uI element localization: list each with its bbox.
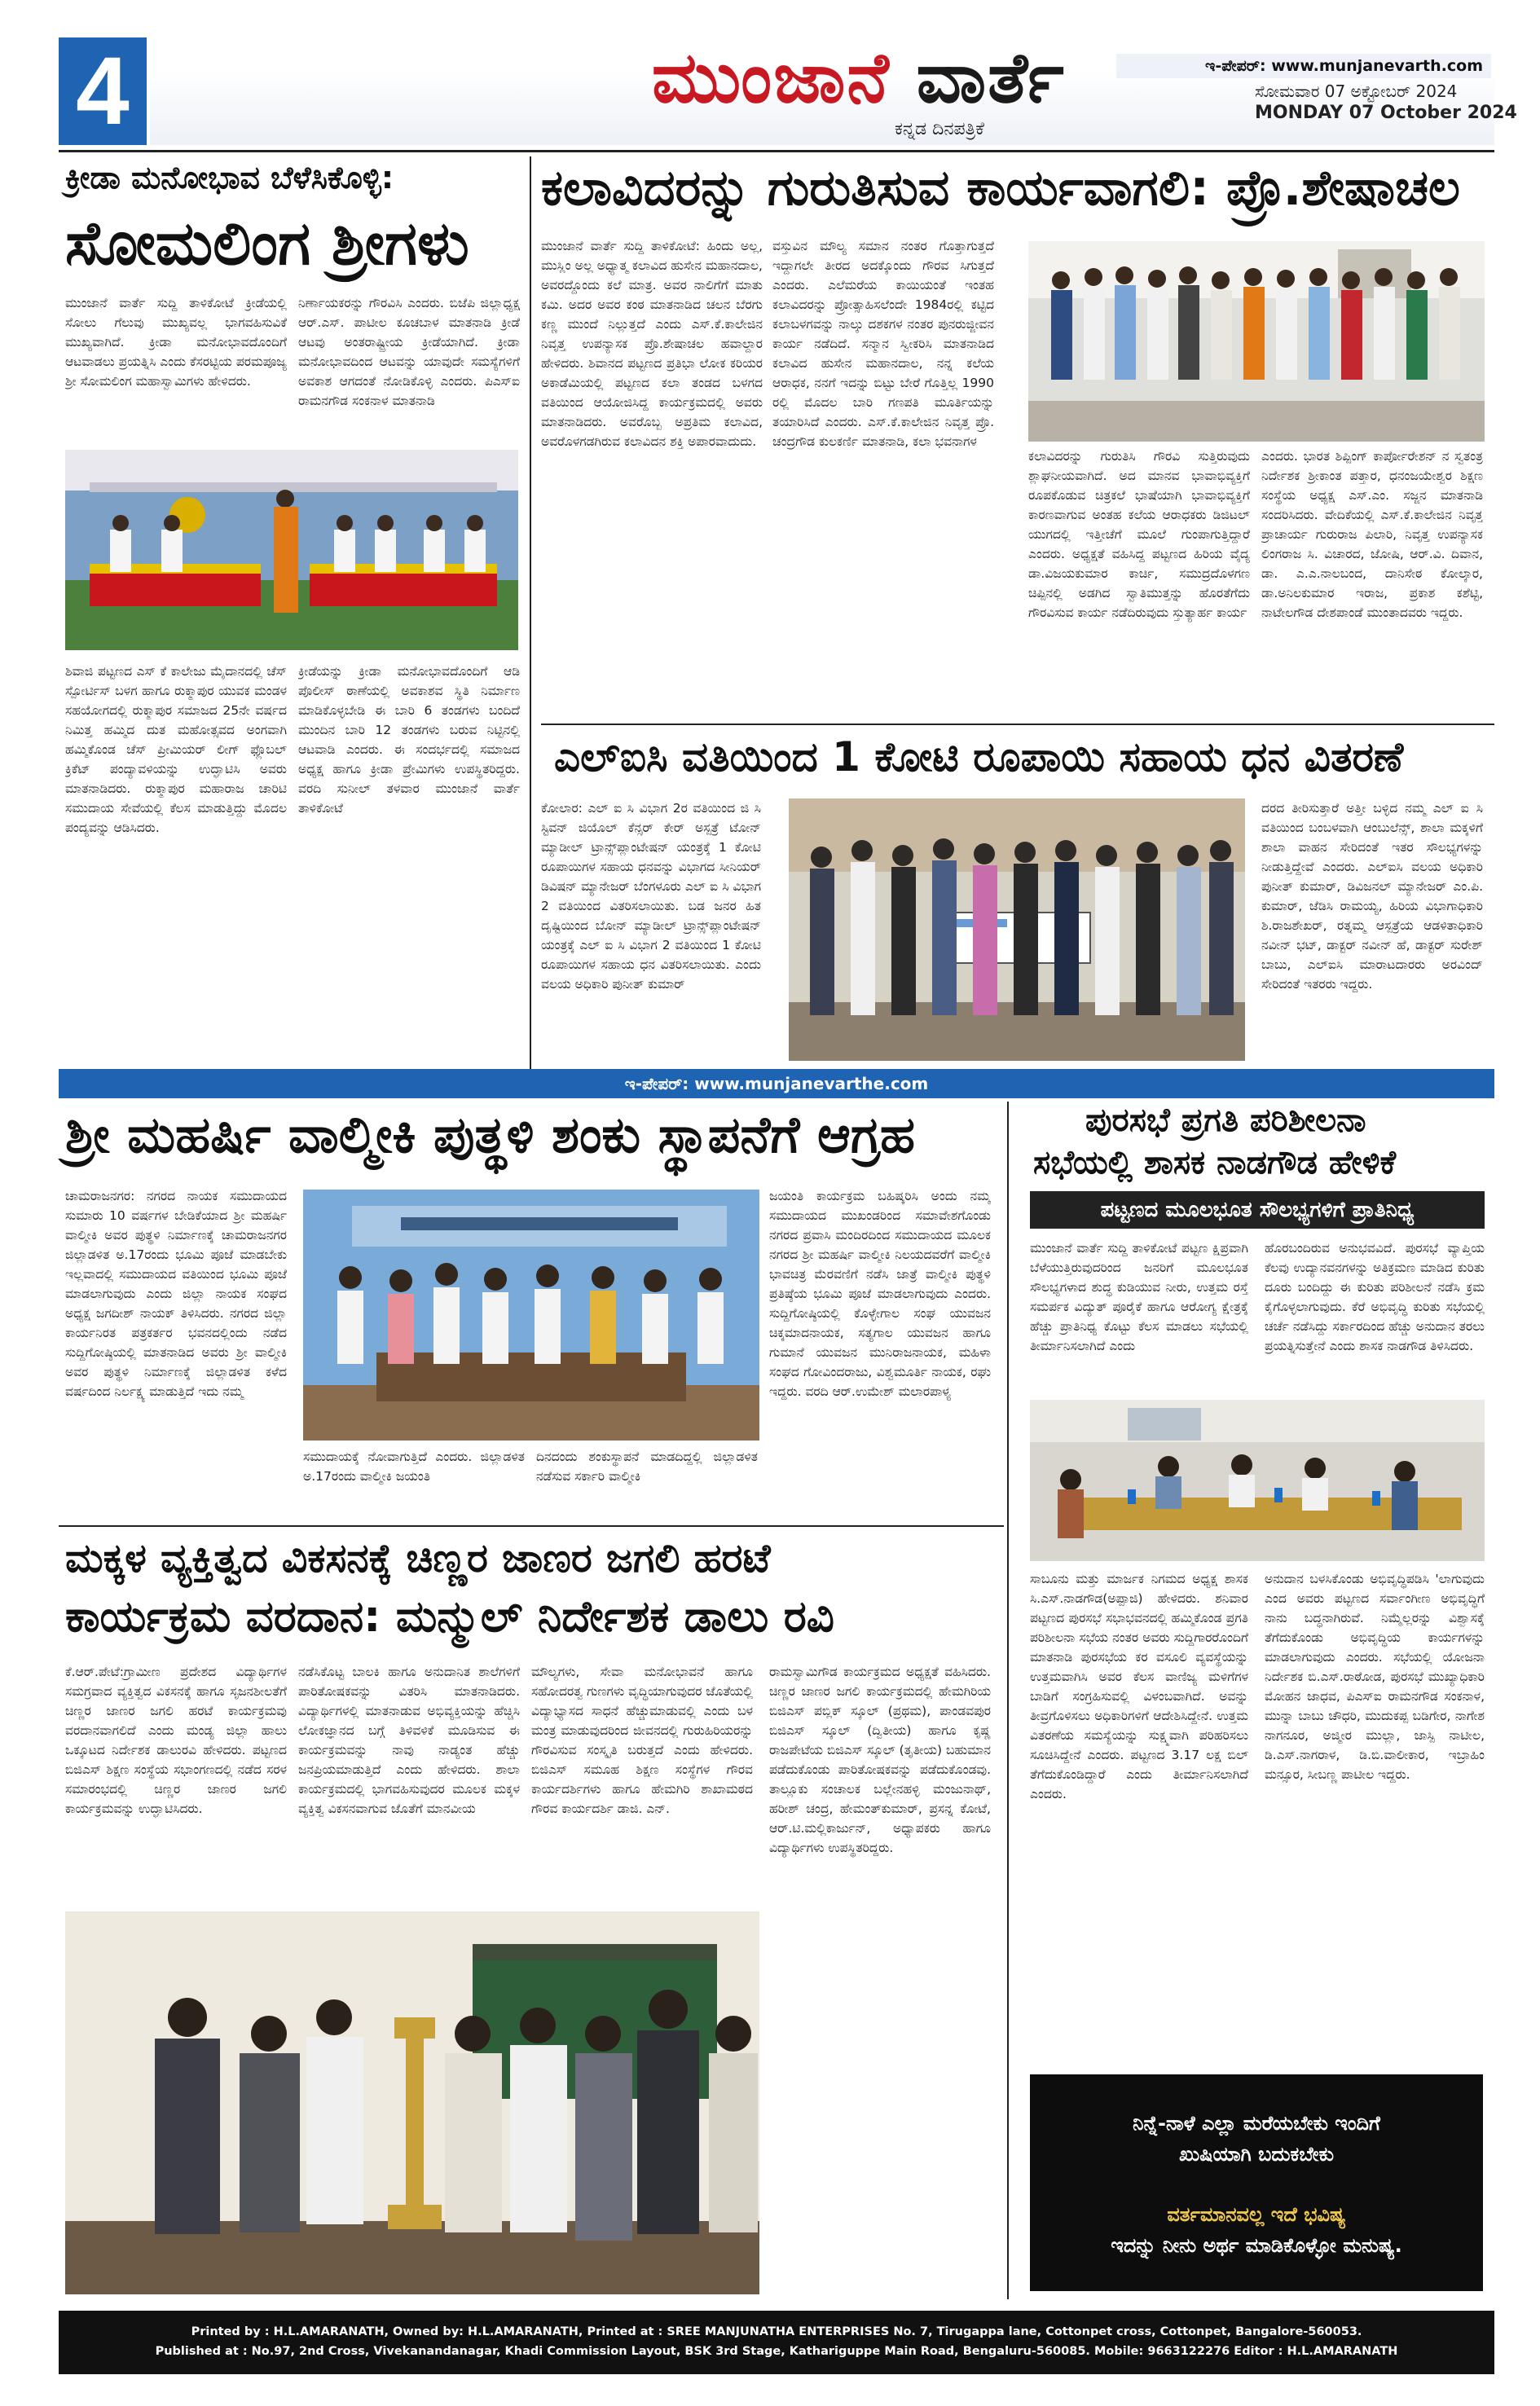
column-divider — [530, 156, 531, 1069]
article5-photo — [1030, 1400, 1485, 1561]
article6-col1: ಕೆ.ಆರ್.ಪೇಟೆ:ಗ್ರಾಮೀಣ ಪ್ರದೇಶದ ವಿದ್ಯಾರ್ಥಿಗಳ ಸಮಗ್ರವಾದ ವ್ಯಕ್ತಿತ್ವದ ವಿಕಸನಕ್ಕೆ ಹಾಗೂ ಸೃಜನಶೀಲತೆಗೆ ಚಿಣ್ಣರ ಜಾಣರ ಜಗಲಿ ಹರಟೆ ಕಾರ್ಯಕ್ರಮವು ವರದಾನವಾಗಲಿದೆ ಎಂದು ಮಂಡ್ಯ ಜಿಲ್ಲಾ ಹಾಲು ಒಕ್ಕೂಟದ ನಿರ್ದೇಶಕ ಡಾಲುರವಿ ಹೇಳಿದರು. ಪಟ್ಟಣದ ಬಿಜಿಎಸ್ ಶಿಕ್ಷಣ ಸಂಸ್ಥೆಯ ಸಭಾಂಗಣದಲ್ಲಿ ನಡೆದ ಸರಳ ಸಮಾರಂಭದಲ್ಲಿ ಚಿಣ್ಣರ ಜಾಣರ ಜಗಲಿ ಕಾರ್ಯಕ್ರಮವನ್ನು ಉದ್ಘಾಟಿಸಿದರು. — [65, 1665, 287, 1816]
article6-col2: ನಡೆಸಿಕೊಟ್ಟ ಬಾಲಕಿ ಹಾಗೂ ಅನುದಾನಿತ ಶಾಲೆಗಳಿಗೆ ಪಾರಿತೋಷಕವನ್ನು ವಿತರಿಸಿ ಮಾತನಾಡಿದರು. ವಿದ್ಯಾರ್ಥಿಗಳಲ್ಲಿ ಮಾತನಾಡುವ ಅಭಿವ್ಯಕ್ತಿಯನ್ನು ಹೆಚ್ಚಿಸಿ ಲೋಕಜ್ಞಾನದ ಬಗ್ಗೆ ತಿಳಿವಳಿಕೆ ಮೂಡಿಸುವ ಈ ಕಾರ್ಯಕ್ರಮವನ್ನು ನಾವು ನಾಡ್ಯಂತ ಹೆಚ್ಚು ಜನಪ್ರಿಯಮಾಡುತ್ತಿದೆ ಎಂದು ಹೇಳಿದರು. ಶಾಲಾ ಕಾರ್ಯಕ್ರಮದಲ್ಲಿ ಭಾಗವಹಿಸುವುದರ ಮೂಲಕ ಮಕ್ಕಳ ವ್ಯಕ್ತಿತ್ವ ವಿಕಸನವಾಗುವ ಜೊತೆಗೆ ಮಾನವೀಯ — [298, 1665, 520, 1816]
article5-col3: ಸಾಬೂನು ಮತ್ತು ಮಾರ್ಜಕ ನಿಗಮದ ಅಧ್ಯಕ್ಷ ಶಾಸಕ ಸಿ.ಎಸ್.ನಾಡಗೌಡ(ಅಪ್ಪಾಜಿ) ಹೇಳಿದರು. ಶನಿವಾರ ಪಟ್ಟಣದ ಪುರಸಭೆ ಸಭಾಭವನದಲ್ಲಿ ಹಮ್ಮಿಕೊಂಡ ಪ್ರಗತಿ ಪರಿಶೀಲನಾ ಸಭೆಯ ನಂತರ ಅವರು ಸುದ್ದಿಗಾರರೊಂದಿಗೆ ಮಾತನಾಡಿ ಪುರಸಭೆಯ ಕರ ವಸೂಲಿ ವ್ಯವಸ್ಥೆಯನ್ನು ಉತ್ತಮವಾಗಿಸಿ ಅವರ ಕೆಲಸ ವಾಣಿಜ್ಯ ಮಳಿಗೆಗಳ ಬಾಡಿಗೆ ಸಂಗ್ರಹಿಸುವಲ್ಲಿ ವಿಳಂಬವಾಗಿದೆ. ಅವನ್ನು ತೀವ್ರಗೊಳಿಸಲು ಅಧಿಕಾರಿಗಳಿಗೆ ಆದೇಶಿಸಿದ್ದೇನೆ. ಉತ್ತಮ ವಿತರಣೆಯ ಸಮಸ್ಯೆಯನ್ನು ಸುಕ್ಷ್ಮವಾಗಿ ಪರಿಹರಿಸಲು ಸೂಚಿಸಿದ್ದೇನೆ ಎಂದರು. ಪಟ್ಟಣದ 3.17 ಲಕ್ಷ ಬಿಲ್ ತೆಗೆದುಕೊಂಡಿದ್ದಾರೆ ಎಂದು ತೀರ್ಮಾನಿಸಲಾಗಿದೆ ಎಂದರು. — [1030, 1572, 1248, 1801]
newspaper-title — [652, 37, 1066, 121]
article1-headline: ಸೋಮಲಿಂಗ ಶ್ರೀಗಳು — [65, 209, 469, 279]
article2-col3: ಕಲಾವಿದರನ್ನು ಗುರುತಿಸಿ ಗೌರವಿ ಸುತ್ತಿರುವುದು ಶ್ಲಾಘನೀಯವಾಗಿದೆ. ಅದ ಮಾನವ ಭಾವಾಭಿವ್ಯಕ್ತಿಗೆ ರೂಪಕೊಡುವ ಚಿತ್ರಕಲೆ ಭಾಷೆಯಾಗಿ ಭಾವಾಭಿವ್ಯಕ್ತಿಗೆ ಕಾರಣವಾಗುವ ಅಂತಹ ಕಲೆಯ ಆರಾಧಕರು ಡಿಜಿಟಲ್ ಯುಗದಲ್ಲಿ ಇತ್ತೀಚೆಗೆ ಮೂಲೆ ಗುಂಪಾಗುತ್ತಿದ್ದಾರೆ ಎಂದರು. ಅಧ್ಯಕ್ಷತೆ ವಹಿಸಿದ್ದ ಪಟ್ಟಣದ ಹಿರಿಯ ವೈದ್ಯ ಡಾ.ವಿಜಯಕುಮಾರ ಕಾರ್ಚಿ, ಸಮುದ್ರದೊಳಗಣ ಚಿಪ್ಪಿನಲ್ಲಿ ಅಡಗಿದ ಸ್ವಾತಿಮುತ್ತನ್ನು ಹೊರತೆಗೆದು ಗೌರವಿಸುವ ಕಾರ್ಯ ನಡೆದಿರುವುದು ಸ್ತುತ್ಯಾರ್ಹ ಕಾರ್ಯ — [1028, 449, 1250, 620]
ad-line3: ವರ್ತಮಾನವಲ್ಲ ಇದೆ ಭವಿಷ್ಯ — [1167, 2203, 1346, 2226]
column-divider-lower — [1007, 1102, 1009, 2299]
article2-col2: ವಸ್ತುವಿನ ಮೌಲ್ಯ ಸಮಾನ ನಂತರ ಗೊತ್ತಾಗುತ್ತದೆ ಇದ್ದಾಗಲೇ ತೀರದ ಅದಕ್ಕೊಂದು ಗೌರವ ಸಿಗುತ್ತದೆ ಎಂದರು. ಎಲೆಮರೆಯ ಕಾಯಿಯಂತೆ ಇಂತಹ ಕಲಾವಿದರನ್ನು ಪ್ರೋತ್ಸಾಹಿಸಲೆಂದೇ 1984ರಲ್ಲಿ ಕಟ್ಟಿದ ಕಲಾಬಳಗವನ್ನು ನಾಲ್ಕು ದಶಕಗಳ ನಂತರ ಪುನರುಜ್ಜೀವನ ಕಾರ್ಯ ನಡೆದಿದೆ. ಸನ್ಮಾನ ಸ್ವೀಕರಿಸಿ ಮಾತನಾಡಿದ ಕಲಾವಿದ ಹುಸೇನ ಮಹಾನದಾಲ, ನನ್ನ ಕಲೆಯ ಆರಾಧಕ, ನನಗೆ ಇದನ್ನು ಬಿಟ್ಟು ಬೇರೆ ಗೊತ್ತಿಲ್ಲ 1990 ರಲ್ಲಿ ಮೊದಲ ಬಾರಿ ಗಣಪತಿ ಮೂರ್ತಿಯನ್ನು ತಯಾರಿಸಿದೆ ಎಂದರು. ಎಸ್.ಕೆ.ಕಾಲೇಜಿನ ನಿವೃತ್ತ ಪ್ರೊ. ಚಂದ್ರಗೌಡ ಕುಲಕರ್ಣಿ ಮಾತನಾಡಿ, ಕಲಾ ಭವನಾಗಳ — [772, 239, 994, 449]
meeting-illustration — [1030, 1400, 1485, 1561]
cheque-handover-illustration — [789, 798, 1245, 1061]
article5-headline-line2: ಸಭೆಯಲ್ಲಿ ಶಾಸಕ ನಾಡಗೌಡ ಹೇಳಿಕೆ — [1033, 1144, 1397, 1181]
article3-col1: ಕೋಲಾರ: ಎಲ್ ಐ ಸಿ ವಿಭಾಗ 2ರ ವತಿಯಿಂದ ಜಿ ಸಿ ಸ್ಟಿವನ್ ಜಿಯೊಲ್ ಕೆನ್ಸರ್ ಕೇರ್ ಅಸ್ಪತ್ರೆ ಟೋನ್ ಮ್ಯಾಡೀಲ್ ಟ್ರಾನ್ಸ್‌ಪ್ಲಾಂಟೇಷನ್ ಯಂತ್ರಕ್ಕೆ 1 ಕೋಟಿ ರೂಪಾಯಿಗಳ ಸಹಾಯ ಧನವನ್ನು ವಿಭಾಗದ ಸೀನಿಯರ್ ಡಿವಿಷನ್ ಮ್ಯಾನೇಜರ್ ಬೆಂಗಳೂರು ಎಲ್ ಐ ಸಿ ವಿಭಾಗ 2 ವತಿಯಿಂದ ವಿತರಿಸಲಾಯಿತು. ಬಡ ಜನರ ಹಿತ ದೃಷ್ಟಿಯಿಂದ ಬೋನ್ ಮ್ಯಾಡೀಲ್ ಟ್ರಾನ್ಸ್‌ಪ್ಲಾಂಟೇಷನ್ ಯಂತ್ರಕ್ಕೆ ಎಲ್ ಐ ಸಿ ವಿಭಾಗ 2 ವತಿಯಿಂದ 1 ಕೋಟಿ ರೂಪಾಯಿಗಳ ಸಹಾಯ ಧನ ವಿತರಿಸಲಾಯಿತು. ಎಂದು ವಲಯ ಅಧಿಕಾರಿ ಪುನೀತ್ ಕುಮಾರ್ — [541, 801, 761, 992]
article6-col4: ರಾಮಸ್ವಾಮಿಗೌಡ ಕಾರ್ಯಕ್ರಮದ ಅಧ್ಯಕ್ಷತೆ ವಹಿಸಿದರು. ಚಿಣ್ಣರ ಜಾಣರ ಜಗಲಿ ಕಾರ್ಯಕ್ರಮದಲ್ಲಿ ಹೇಮಗಿರಿಯ ಬಿಜಿಎಸ್ ಪಬ್ಲಿಕ್ ಸ್ಕೂಲ್ (ಪ್ರಥಮ), ಪಾಂಡವಪುರ ಬಿಜಿಎಸ್ ಸ್ಕೂಲ್ (ದ್ವಿತೀಯ) ಹಾಗೂ ಕೃಷ್ಣ ರಾಜಪೇಟೆಯ ಬಿಜಿಎಸ್ ಸ್ಕೂಲ್ (ತೃತೀಯ) ಬಹುಮಾನ ಪಡೆದುಕೊಂಡು ಪಾರಿತೋಷಕವನ್ನು ಪಡೆದುಕೊಂಡವು. ತಾಲ್ಲೂಕು ಸಂಚಾಲಕ ಬಲ್ಲೇನಹಳ್ಳಿ ಮಂಜುನಾಥ್, ಹರೀಶ್ ಚಂದ್ರ, ಹೇಮಂತ್‌ಕುಮಾರ್, ಪ್ರಸನ್ನ ಕೋಟೆ, ಆರ್.ಟಿ.ಮಲ್ಲಿಕಾರ್ಜುನ್, ಅಧ್ಯಾಪಕರು ಹಾಗೂ ವಿದ್ಯಾರ್ಥಿಗಳು ಉಪಸ್ಥಿತರಿದ್ದರು. — [769, 1665, 991, 1855]
title-part2: ವಾರ್ತೆ — [916, 37, 1066, 119]
newspaper-subtitle: ಕನ್ನಡ ದಿನಪತ್ರಿಕೆ — [895, 119, 985, 139]
article3-photo — [789, 798, 1245, 1061]
press-meet-illustration — [303, 1190, 759, 1441]
article6-col3: ಮೌಲ್ಯಗಳು, ಸೇವಾ ಮನೋಭಾವನೆ ಹಾಗೂ ಸಹೋದರತ್ವ ಗುಣಗಳು ವೃದ್ಧಿಯಾಗುವುದರ ಜೊತೆಯಲ್ಲಿ ವಿದ್ಯಾಭ್ಯಾಸದ ಸಾಧನೆ ಹೆಚ್ಚುಮಾಡುವಲ್ಲಿ ಎಂದು ಬಳ ಮಂತ್ರ ಮಾಡುವುದರಿಂದ ಜೀವನದಲ್ಲಿ ಗುರುಹಿರಿಯರನ್ನು ಗೌರವಿಸುವ ಸಂಸ್ಕೃತಿ ಬರುತ್ತದೆ ಎಂದು ಹೇಳಿದರು. ಬಿಜಿಎಸ್ ಸಮೂಹ ಶಿಕ್ಷಣ ಸಂಸ್ಥೆಗಳ ಗೌರವ ಕಾರ್ಯದರ್ಶಿಗಳು ಹಾಗೂ ಹೇಮಗಿರಿ ಶಾಖಾಮಠದ ಗೌರವ ಕಾರ್ಯದರ್ಶಿ ಡಾಜಿ. ಎನ್. — [531, 1665, 753, 1816]
footer-line2: Published at : No.97, 2nd Cross, Vivekanandanagar, Khadi Commission Layout, BSK 3rd Stage, Kathariguppe Main Road, Bengaluru-560085. Mobile: 9663122276 Editor : H.L.AMARANATH — [155, 2345, 1398, 2358]
article4-photo — [303, 1190, 759, 1441]
article4-headline: ಶ್ರೀ ಮಹರ್ಷಿ ವಾಲ್ಮೀಕಿ ಪುತ್ಥಳಿ ಶಂಕು ಸ್ಥಾಪನೆಗೆ ಆಗ್ರಹ — [65, 1105, 916, 1164]
article2-photo — [1028, 241, 1485, 442]
article3-headline: ಎಲ್‌ಐಸಿ ವತಿಯಿಂದ 1 ಕೋಟಿ ರೂಪಾಯಿ ಸಹಾಯ ಧನ ವಿತರಣೆ — [554, 733, 1404, 781]
article4-caption-right: ದಿನದಂದು ಶಂಕುಸ್ಥಾಪನೆ ಮಾಡದಿದ್ದಲ್ಲಿ ಜಿಲ್ಲಾಡಳಿತ ನಡೆಸುವ ಸರ್ಕಾರಿ ವಾಲ್ಮೀಕಿ — [536, 1449, 758, 1484]
section-rule-2 — [59, 1525, 1004, 1527]
page-number: 4 — [59, 37, 147, 145]
article2-col1: ಮುಂಜಾನೆ ವಾರ್ತೆ ಸುದ್ದಿ ತಾಳಿಕೋಟೆ: ಹಿಂದು ಅಲ್ಲ, ಮುಸ್ಲಿಂ ಅಲ್ಲ ಅಧ್ಯಾತ್ಮ ಕಲಾವಿದ ಹುಸೇನ ಮಹಾನದಾಲ, ಅವರದ್ದೊಂದು ಕಲೆ ಮಾತ್ರ. ಅವರ ನಾಲಿಗೆಗೆ ಮಾತು ಕಮಿ. ಅದರ ಅವರ ಕಂಠ ಮಾತನಾಡಿದ ಚಲನ ಬೆರಗು ಕಣ್ಣ ಮುಂದೆ ನಿಲ್ಲುತ್ತದೆ ಎಂದು ಎಸ್.ಕೆ.ಕಾಲೇಜಿನ ನಿವೃತ್ತ ಉಪನ್ಯಾಸಕ ಪ್ರೊ.ಶೇಷಾಚಲ ಹವಾಲ್ದಾರ ಹೇಳಿದರು. ಶಿವಾನದ ಪಟ್ಟಣದ ಪ್ರತಿಭಾ ಲೋಕ ಕರಿಯರ ಅಕಾಡೆಮಿಯಲ್ಲಿ ಪಟ್ಟಣದ ಕಲಾ ತಂಡದ ಬಳಗದ ವತಿಯಿಂದ ಆಯೋಜಿಸಿದ್ದ ಕಾರ್ಯಕ್ರಮದಲ್ಲಿ ಅವರು ಮಾತನಾಡಿದರು. ಅವರೊಬ್ಬ ಅಪ್ರತಿಮ ಕಲಾವಿದ, ಅವರೊಳಗಡಗಿರುವ ಕಲಾವಿದನ ಶಕ್ತಿ ಅಪಾರವಾದುದು. — [541, 239, 763, 449]
ad-line4: ಇದನ್ನು ನೀನು ಅರ್ಥ ಮಾಡಿಕೊಳ್ಳೋ ಮನುಷ್ಯ. — [1111, 2234, 1402, 2257]
trophy-presentation-illustration — [65, 1911, 759, 2294]
article1-kicker: ಕ್ರೀಡಾ ಮನೋಭಾವ ಬೆಳೆಸಿಕೊಳ್ಳಿ: — [65, 160, 394, 196]
article6-headline-line2: ಕಾರ್ಯಕ್ರಮ ವರದಾನ: ಮನ್ಮುಲ್ ನಿರ್ದೇಶಕ ಡಾಲು ರವಿ — [65, 1592, 834, 1642]
article6-headline-line1: ಮಕ್ಕಳ ವ್ಯಕ್ತಿತ್ವದ ವಿಕಸನಕ್ಕೆ ಚಿಣ್ಣರ ಜಾಣರ ಜಗಲಿ ಹರಟೆ — [65, 1535, 771, 1581]
article1-photo — [65, 450, 518, 650]
article6-photo — [65, 1911, 759, 2294]
title-part1: ಮುಂಜಾನೆ — [652, 37, 891, 119]
article4-col1: ಚಾಮರಾಜನಗರ: ನಗರದ ನಾಯಕ ಸಮುದಾಯದ ಸುಮಾರು 10 ವರ್ಷಗಳ ಬೇಡಿಕೆಯಾದ ಶ್ರೀ ಮಹರ್ಷಿ ವಾಲ್ಮೀಕಿ ಅವರ ಪುತ್ಥಳಿ ನಿರ್ಮಾಣಕ್ಕೆ ಚಾಮರಾಜನಗರ ಜಿಲ್ಲಾಡಳಿತ ಅ.17ರಂದು ಭೂಮಿ ಪೂಜೆ ಮಾಡಬೇಕು ಇಲ್ಲವಾದಲ್ಲಿ ಸಮುದಾಯದ ವತಿಯಿಂದ ಭೂಮಿ ಪೂಜೆ ಮಾಡಲಾಗುವುದು ಎಂದು ಜಿಲ್ಲಾ ನಾಯಕ ಸಂಘದ ಅಧ್ಯಕ್ಷ ಜಗದೀಶ್ ನಾಯಕ್ ತಿಳಿಸಿದರು. ನಗರದ ಜಿಲ್ಲಾ ಕಾರ್ಯನಿರತ ಪತ್ರಕರ್ತರ ಭವನದಲ್ಲಿಂದು ನಡೆದ ಸುದ್ದಿಗೋಷ್ಠಿಯಲ್ಲಿ ಮಾತನಾಡಿದ ಅವರು ಶ್ರೀ ವಾಲ್ಮೀಕಿ ಅವರ ಪುತ್ಥಳಿ ನಿರ್ಮಾಣಕ್ಕೆ ಜಿಲ್ಲಾಡಳಿತ ಕಳೆದ ವರ್ಷದಿಂದ ನಿರ್ಲಕ್ಷ್ಯ ಮಾಡುತ್ತಿದೆ ಇದು ನಮ್ಮ — [65, 1189, 287, 1399]
article1-col4: ಕ್ರೀಡೆಯನ್ನು ಕ್ರೀಡಾ ಮನೋಭಾವದೊಂದಿಗೆ ಆಡಿ ಪೊಲೀಸ್ ಠಾಣೆಯಲ್ಲಿ ಅವಕಾಶವ ಸ್ಥಿತಿ ನಿರ್ಮಾಣ ಮಾಡಿಕೊಳ್ಳಬೇಡಿ ಈ ಬಾರಿ 6 ತಂಡಗಳು ಬಂದಿದೆ ಮುಂದಿನ ಬಾರಿ 12 ತಂಡಗಳು ಬರುವ ನಿಟ್ಟಿನಲ್ಲಿ ಆಟವಾಡಿ ಎಂದರು. ಈ ಸಂದರ್ಭದಲ್ಲಿ ಸಮಾಜದ ಅಧ್ಯಕ್ಷ ಹಾಗೂ ಕ್ರೀಡಾ ಪ್ರೇಮಿಗಳು ಉಪಸ್ಥಿತರಿದ್ದರು. ವರದಿ ಸುನೀಲ್ ತಳವಾರ ಮುಂಜಾನೆ ವಾರ್ತೆ ತಾಳಿಕೋಟೆ — [298, 664, 520, 816]
quote-advert — [1030, 2074, 1483, 2291]
article5-col2: ಹೊರಬಂದಿರುವ ಅನುಭವವಿದೆ. ಪುರಸಭೆ ವ್ಯಾಪ್ತಿಯ ಕೆಲವು ಉದ್ಯಾನವನಗಳನ್ನು ಅತಿಕ್ರಮಣ ಮಾಡಿದ ಕುರಿತು ದೂರು ಬಂದಿದ್ದು ಈ ಕುರಿತು ಪರಿಶೀಲನೆ ನಡೆಸಿ ಕ್ರಮ ಕೈಗೊಳ್ಳಲಾಗುವುದು. ಕೆರೆ ಅಭಿವೃದ್ಧಿ ಕುರಿತು ಸಭೆಯಲ್ಲಿ ಚರ್ಚೆ ನಡೆಸಿದ್ದು ಸರ್ಕಾರದಿಂದ ಹೆಚ್ಚು ಅನುದಾನ ತರಲು ಪ್ರಯತ್ನಿಸುತ್ತೇನೆ ಎಂದು ಶಾಸಕ ನಾಡಗೌಡ ತಿಳಿಸಿದರು. — [1265, 1241, 1485, 1353]
sports-event-illustration — [65, 450, 518, 650]
article5-subhead: ಪಟ್ಟಣದ ಮೂಲಭೂತ ಸೌಲಭ್ಯಗಳಿಗೆ ಪ್ರಾತಿನಿಧ್ಯ — [1030, 1191, 1485, 1229]
date-kannada: ಸೋಮವಾರ 07 ಅಕ್ಟೋಬರ್ 2024 — [1255, 81, 1458, 101]
article4-caption-left: ಸಮುದಾಯಕ್ಕೆ ನೋವಾಗುತ್ತಿದೆ ಎಂದರು. ಜಿಲ್ಲಾಡಳಿತ ಅ.17ರಂದು ವಾಲ್ಮೀಕಿ ಜಯಂತಿ — [303, 1449, 525, 1484]
ad-line1: ನಿನ್ನೆ-ನಾಳೆ ಎಲ್ಲಾ ಮರೆಯಬೇಕು ಇಂದಿಗೆ — [1133, 2112, 1380, 2135]
group-photo-illustration — [1028, 241, 1485, 442]
section-rule — [541, 724, 1494, 725]
imprint-footer — [59, 2311, 1494, 2374]
article1-col1: ಮುಂಜಾನೆ ವಾರ್ತೆ ಸುದ್ದಿ ತಾಳಿಕೋಟೆ ಕ್ರೀಡೆಯಲ್ಲಿ ಸೋಲು ಗೆಲುವು ಮುಖ್ಯವಲ್ಲ ಭಾಗವಹಿಸುವಿಕೆ ಮುಖ್ಯವಾಗಿದೆ. ಕ್ರೀಡಾ ಮನೋಭಾವದೊಂದಿಗೆ ಆಟವಾಡಲು ಪ್ರಯತ್ನಿಸಿ ಎಂದು ಕೆಸರಟ್ಟಿಯ ಪರಮಪೂಜ್ಯ ಶ್ರೀ ಸೋಮಲಿಂಗ ಮಹಾಸ್ವಾಮಿಗಳು ಹೇಳಿದರು. — [65, 296, 287, 389]
article5-headline-line1: ಪುರಸಭೆ ಪ್ರಗತಿ ಪರಿಶೀಲನಾ — [1085, 1102, 1366, 1139]
footer-line1: Printed by : H.L.AMARANATH, Owned by: H.L.AMARANATH, Printed at : SREE MANJUNATHA ENTERPRISES No. 7, Tirugappa lane, Cottonpet cross, Cottonpet, Bangalore-560053. — [191, 2325, 1362, 2338]
article4-col2: ಜಯಂತಿ ಕಾರ್ಯಕ್ರಮ ಬಹಿಷ್ಕರಿಸಿ ಅಂದು ನಮ್ಮ ಸಮುದಾಯದ ಮುಖಂಡರಿಂದ ಸಮಾವೇಶಗೊಂಡು ನಗರದ ಪ್ರವಾಸಿ ಮಂದಿರದಿಂದ ಸಮುದಾಯದ ಮೂಲಕ ನಗರದ ಶ್ರೀ ಮಹರ್ಷಿ ವಾಲ್ಮೀಕಿ ನಿಲಯದವರೆಗೆ ವಾಲ್ಮೀಕಿ ಭಾವಚಿತ್ರ ಮೆರವಣಿಗೆ ನಡೆಸಿ ಜಾತ್ರೆ ವಾಲ್ಮೀಕಿ ಪುತ್ಥಳಿ ಪ್ರತಿಷ್ಠೆಯ ಭೂಮಿ ಪೂಜೆ ಮಾಡಲಾಗುವುದು ಎಂದರು. ಸುದ್ದಿಗೋಷ್ಠಿಯಲ್ಲಿ ಕೊಳ್ಳೇಗಾಲ ಸಂಘ ಯುವಜನ ಚಿಕ್ಕಮಾದನಾಯಕ, ಸತ್ಯಗಾಲ ಯುವಜನ ಹಾಗೂ ಗುಮಾನೆ ಯುವಜನ ಮುನಿರಾಜನಾಯಕ, ಮಹಿಳಾ ಸಂಘದ ಗೋವಿಂದರಾಜು, ವಿಶ್ವಮೂರ್ತಿ ನಾಯಕ, ರಘು ಇದ್ದರು. ವರದಿ ಆರ್.ಉಮೇಶ್ ಮಲಾರಪಾಳ್ಯ — [769, 1189, 991, 1399]
article5-col1: ಮುಂಜಾನೆ ವಾರ್ತೆ ಸುದ್ದಿ ತಾಳಿಕೋಟೆ ಪಟ್ಟಣ ಕ್ಷಿಪ್ರವಾಗಿ ಬೆಳೆಯುತ್ತಿರುವುದರಿಂದ ಜನರಿಗೆ ಮೂಲಭೂತ ಸೌಲಭ್ಯಗಳಾದ ಶುದ್ಧ ಕುಡಿಯುವ ನೀರು, ಉತ್ತಮ ರಸ್ತೆ ಸಮರ್ಪಕ ವಿದ್ಯುತ್ ಪೂರೈಕೆ ಹಾಗೂ ಆರೋಗ್ಯ ಕ್ಷೇತ್ರಕ್ಕೆ ಹೆಚ್ಚು ಪ್ರಾತಿನಿಧ್ಯ ಕೊಟ್ಟು ಕೆಲಸ ಮಾಡಲು ಸಭೆಯಲ್ಲಿ ತೀರ್ಮಾನಿಸಲಾಗಿದೆ ಎಂದು — [1030, 1241, 1248, 1353]
epaper-band[interactable]: ಇ-ಪೇಪರ್: www.munjanevarthe.com — [59, 1069, 1494, 1098]
date-english: MONDAY 07 October 2024 — [1255, 103, 1517, 123]
epaper-link[interactable]: ಇ-ಪೇಪರ್: www.munjanevarth.com — [1116, 54, 1491, 78]
article1-col3: ಶಿವಾಜಿ ಪಟ್ಟಣದ ಎಸ್ ಕೆ ಕಾಲೇಜು ಮೈದಾನದಲ್ಲಿ ಚೆಸ್ ಸ್ಪೋರ್ಟಿಸ್ ಬಳಗ ಹಾಗೂ ರುಕ್ಮಾಪುರ ಯುವಕ ಮಂಡಳ ಸಹಯೋಗದಲ್ಲಿ ರುಕ್ಮಾಪುರ ಸಮಾಜದ 25ನೇ ವರ್ಷದ ನಿಮಿತ್ತ ಹಮ್ಮಿದ ದುತ ಮಹೋತ್ಸವದ ಅಂಗವಾಗಿ ಹಮ್ಮಿಕೊಂಡ ಚೆಸ್ ಪ್ರೀಮಿಯರ್ ಲೀಗ್ ಫ್ಲೊಬಲ್ ಕ್ರಿಕೆಟ್ ಪಂದ್ಯಾವಳಿಯನ್ನು ಉದ್ಘಾಟಿಸಿ ಅವರು ಮಾತನಾಡಿದರು. ರುಕ್ಮಾಪುರ ಮಹಾರಾಜ ಚಾರಿಟಿ ಸಮುದಾಯ ಸೇವೆಯಲ್ಲಿ ಕೆಲಸ ಮಾಡುತ್ತಿದ್ದು ಮೊದಲ ಪಂದ್ಯವನ್ನು ಆಡಿಸಿದರು. — [65, 664, 287, 835]
article1-col2: ನಿರ್ಣಾಯಕರನ್ನು ಗೌರವಿಸಿ ಎಂದರು. ಬಿಜೆಪಿ ಜಿಲ್ಲಾಧ್ಯಕ್ಷ ಆರ್.ಎಸ್. ಪಾಟೀಲ ಕೂಚಬಾಳ ಮಾತನಾಡಿ ಕ್ರೀಡೆ ಆಟವು ಅಂತರಾಷ್ಟ್ರೀಯ ಕ್ರೀಡೆಯಾಗಿದೆ. ಕ್ರೀಡಾ ಮನೋಭಾವದಿಂದ ಆಟವನ್ನು ಯಾವುದೇ ಸಮಸ್ಯೆಗಳಿಗೆ ಅವಕಾಶ ಆಗದಂತೆ ನೋಡಿಕೊಳ್ಳಿ ಎಂದರು. ಪಿಎಸ್‌ಐ ರಾಮನಗೌಡ ಸಂಕನಾಳ ಮಾತನಾಡಿ — [298, 296, 520, 408]
article5-col4: ಅನುದಾನ ಬಳಸಿಕೊಂಡು ಅಭಿವೃದ್ಧಿಪಡಿಸಿ 'ಲಾಗುವುದು ಎಂದ ಅವರು ಪಟ್ಟಣದ ಸರ್ವಾಂಗೀಣ ಅಭಿವೃದ್ಧಿಗೆ ನಾನು ಬದ್ಧನಾಗಿರುವೆ. ನಿಮ್ಮೆಲ್ಲರನ್ನು ವಿಶ್ವಾಸಕ್ಕೆ ತೆಗೆದುಕೊಂಡು ಅಭಿವೃದ್ಧಿಯ ಕಾರ್ಯಗಳನ್ನು ಮಾಡಲಾಗುವುದು ಎಂದರು. ಸಭೆಯಲ್ಲಿ ಯೋಜನಾ ನಿರ್ದೇಶಕ ಬಿ.ಎಸ್.ರಾಠೋಡ, ಪುರಸಭೆ ಮುಖ್ಯಾಧಿಕಾರಿ ಮೋಹನ ಜಾಧವ, ಪಿಎಸ್‌ಐ ರಾಮನಗೌಡ ಸಂಕನಾಳ, ಮುನ್ನಾ ಬಾಬು ಚೌಧರಿ, ಮುದುಕಪ್ಪ ಬಡಿಗೇರ, ನಾಗೇಶ ನಾಗನೂರ, ಅಜ್ಮೀರ ಮುಲ್ಲಾ, ಜಾಸ್ಪಿ ನಾಟೀಲ, ಡಿ.ಎಸ್.ನಾಗರಾಳ, ಡಿ.ಬಿ.ವಾಲೀಕಾರ, ಇಬ್ರಾಹಿಂ ಮನ್ಸೂರ, ಸೀಬಣ್ಣ ಪಾಟೀಲ ಇದ್ದರು. — [1265, 1572, 1485, 1782]
article3-col2: ದರದ ತೀರಿಸುತ್ತಾರೆ ಅತ್ತೀ ಬಳ್ಳಿದ ನಮ್ಮ ಎಲ್ ಐ ಸಿ ವತಿಯಿಂದ ಬಂಬಳವಾಗಿ ಆಂಬುಲೆನ್ಸ್, ಶಾಲಾ ಮಕ್ಕಳಿಗೆ ಶಾಲಾ ವಾಹನ ಸೇರಿದಂತೆ ಇತರ ಸೌಲಭ್ಯಗಳನ್ನು ನೀಡುತ್ತಿದ್ದೇವೆ ಎಂದರು. ಎಲ್‌ಐಸಿ ವಲಯ ಅಧಿಕಾರಿ ಪುನೀತ್ ಕುಮಾರ್, ಡಿವಿಜನಲ್ ಮ್ಯಾನೇಜರ್ ಎಂ.ಪಿ. ಕುಮಾರ್, ಜೆಡಿಸಿ ರಾಮಯ್ಯ, ಹಿರಿಯ ವಿಭಾಗಾಧಿಕಾರಿ ಶಿ.ರಾಜಶೇಖರ್, ರತ್ನಮ್ಮ ಆಸ್ಪತ್ರೆಯ ಆಡಳಿತಾಧಿಕಾರಿ ನವೀನ್ ಭಟ್, ಡಾಕ್ಟರ್ ನವೀನ್ ಹೆ, ಡಾಕ್ಟರ್ ಸುರೇಶ್ ಬಾಬು, ಎಲ್ಐಸಿ ಮಾರಾಟದಾರರು ಅರವಿಂದ್ ಸೇರಿದಂತೆ ಇತರರು ಇದ್ದರು. — [1261, 801, 1483, 992]
ad-line2: ಖುಷಿಯಾಗಿ ಬದುಕಬೇಕು — [1179, 2143, 1334, 2166]
masthead-rule — [59, 150, 1494, 152]
article2-col4: ಎಂದರು. ಭಾರತ ಶಿಪ್ಪಿಂಗ್ ಕಾರ್ಪೋರೇಶನ್ ನ ಸ್ವತಂತ್ರ ನಿರ್ದೇಶಕ ಶ್ರೀಕಾಂತ ಪತ್ತಾರ, ಧನಂಜಯೇಶ್ವರ ಶಿಕ್ಷಣ ಸಂಸ್ಥೆಯ ಅಧ್ಯಕ್ಷ ಎಸ್.ಎಂ. ಸಜ್ಜನ ಮಾತನಾಡಿ ಸಂದರಿಸಿದರು. ವೇದಿಕೆಯಲ್ಲಿ ಎಸ್.ಕೆ.ಕಾಲೇಜಿನ ನಿವೃತ್ತ ಪ್ರಾಚಾರ್ಯ ಗುರುರಾಜ ಪಿಲಾರಿ, ನಿವೃತ್ತ ಉಪನ್ಯಾಸಕ ಲಿಂಗರಾಜ ಸಿ. ವಿಚಾರದ, ಜೋಷಿ, ಆರ್.ವಿ. ದಿವಾನ, ಡಾ. ಎ.ಎ.ನಾಲಬಂದ, ದಾನಿಸೇಠ ಕೋಲ್ಕಾರ, ಡಾ.ಅನಿಲಕುಮಾರ ಇರಾಜ, ಪ್ರಕಾಶ ಕಶೆಟ್ಟಿ, ನಾಟೇಲಗೌಡ ದೇಶಪಾಂಡೆ ಮುಂತಾದವರು ಇದ್ದರು. — [1261, 449, 1483, 620]
article2-headline: ಕಲಾವಿದರನ್ನು ಗುರುತಿಸುವ ಕಾರ್ಯವಾಗಲಿ: ಪ್ರೊ.ಶೇಷಾಚಲ — [541, 160, 1460, 217]
